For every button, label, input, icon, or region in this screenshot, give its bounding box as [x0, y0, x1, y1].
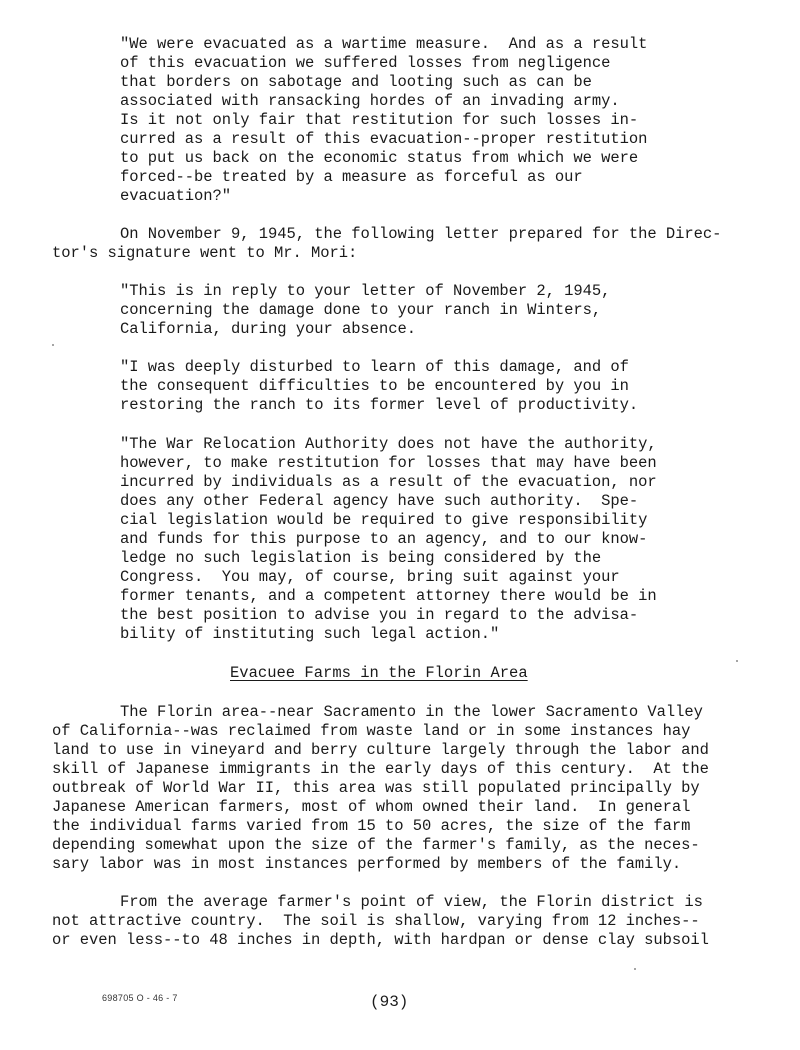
letter-line: "The War Relocation Authority does not have the authority,	[120, 435, 657, 453]
paragraph-line: depending somewhat upon the size of the farmer's family, as the neces-	[52, 836, 700, 854]
quote-line: evacuation?"	[120, 187, 232, 205]
scan-speck	[52, 344, 54, 346]
scan-speck	[634, 968, 636, 970]
letter-line: "I was deeply disturbed to learn of this damage, and of	[120, 358, 629, 376]
letter-line: bility of instituting such legal action."	[120, 625, 500, 643]
paragraph-line: tor's signature went to Mr. Mori:	[52, 244, 358, 262]
section-heading: Evacuee Farms in the Florin Area	[230, 664, 528, 682]
letter-line: and funds for this purpose to an agency, and to our know-	[120, 530, 648, 548]
quote-line: that borders on sabotage and looting such as can be	[120, 73, 592, 91]
quote-line: curred as a result of this evacuation--proper restitution	[120, 130, 648, 148]
paragraph-line: skill of Japanese immigrants in the early days of this century. At the	[52, 760, 709, 778]
letter-line: however, to make restitution for losses that may have been	[120, 454, 657, 472]
letter-line: California, during your absence.	[120, 320, 417, 338]
quote-line: "We were evacuated as a wartime measure. And as a result	[120, 35, 648, 53]
letter-line: incurred by individuals as a result of the evacuation, nor	[120, 473, 657, 491]
print-code: 698705 O - 46 - 7	[102, 993, 178, 1003]
paragraph-line: Japanese American farmers, most of whom owned their land. In general	[52, 798, 691, 816]
letter-line: cial legislation would be required to give responsibility	[120, 511, 648, 529]
paragraph-line: or even less--to 48 inches in depth, with hardpan or dense clay subsoil	[52, 931, 709, 949]
letter-line: does any other Federal agency have such authority. Spe-	[120, 492, 639, 510]
quote-line: to put us back on the economic status from which we were	[120, 149, 639, 167]
letter-line: the consequent difficulties to be encountered by you in	[120, 377, 629, 395]
letter-line: concerning the damage done to your ranch in Winters,	[120, 301, 602, 319]
letter-line: former tenants, and a competent attorney there would be in	[120, 587, 657, 605]
page-number: (93)	[370, 993, 409, 1011]
paragraph-line: of California--was reclaimed from waste land or in some instances hay	[52, 722, 691, 740]
quote-line: Is it not only fair that restitution for such losses in-	[120, 111, 639, 129]
letter-line: restoring the ranch to its former level of productivity.	[120, 396, 639, 414]
paragraph-line: On November 9, 1945, the following letter prepared for the Direc-	[120, 225, 722, 243]
paragraph-line: the individual farms varied from 15 to 50 acres, the size of the farm	[52, 817, 691, 835]
scan-speck	[736, 660, 738, 662]
paragraph-line: sary labor was in most instances performed by members of the family.	[52, 855, 682, 873]
paragraph-line: From the average farmer's point of view, the Florin district is	[120, 893, 703, 911]
paragraph-line: not attractive country. The soil is shallow, varying from 12 inches--	[52, 912, 700, 930]
quote-line: forced--be treated by a measure as forceful as our	[120, 168, 583, 186]
letter-line: "This is in reply to your letter of November 2, 1945,	[120, 282, 611, 300]
paragraph-line: land to use in vineyard and berry culture largely through the labor and	[52, 741, 709, 759]
letter-line: the best position to advise you in regard to the advisa-	[120, 606, 639, 624]
quote-line: associated with ransacking hordes of an invading army.	[120, 92, 620, 110]
paragraph-line: outbreak of World War II, this area was still populated principally by	[52, 779, 700, 797]
letter-line: ledge no such legislation is being considered by the	[120, 549, 602, 567]
quote-line: of this evacuation we suffered losses from negligence	[120, 54, 611, 72]
paragraph-line: The Florin area--near Sacramento in the lower Sacramento Valley	[120, 703, 703, 721]
letter-line: Congress. You may, of course, bring suit against your	[120, 568, 620, 586]
